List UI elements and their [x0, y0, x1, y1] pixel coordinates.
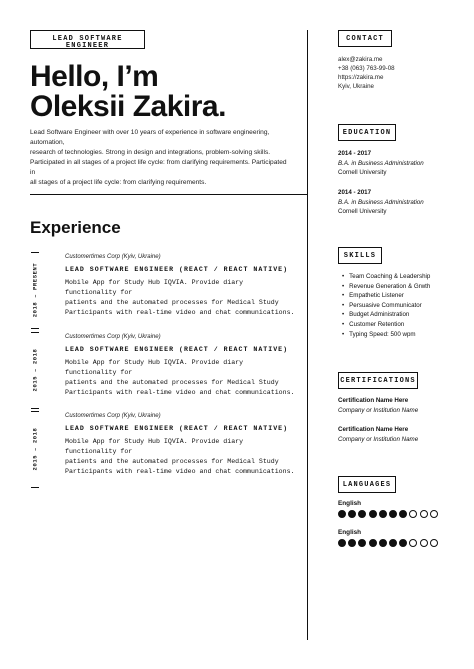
- education-degree: B.A. in Business Administration: [338, 159, 424, 167]
- level-dot-empty: [420, 510, 428, 518]
- education-years: 2014 - 2017: [338, 150, 372, 157]
- job-description-line: Mobile App for Study Hub IQVIA. Provide diary functionality for: [65, 438, 244, 455]
- job-company: Customertimes Corp (Kyiv, Ukraine): [65, 334, 161, 340]
- skills-list: [338, 272, 430, 339]
- contact-website[interactable]: https://zakira.me: [338, 74, 384, 81]
- certifications-heading: CERTIFICATIONS: [338, 372, 418, 389]
- timeline-tick: [31, 328, 39, 329]
- level-dot-filled: [389, 510, 397, 518]
- summary-line: research of technologies. Strong in design and integrations, problem-solving skills.: [30, 149, 271, 156]
- timeline-tick: [31, 252, 39, 253]
- contact-list: [338, 55, 395, 91]
- job-company: Customertimes Corp (Kyiv, Ukraine): [65, 413, 161, 419]
- job-description-line: patients and the automated processes for Medical Study: [65, 458, 279, 465]
- job-dates-label: 2018 – PRESENT: [31, 262, 39, 318]
- job-description-line: patients and the automated processes for Medical Study: [65, 379, 279, 386]
- level-dot-filled: [399, 539, 407, 547]
- language-level-dots: [338, 510, 438, 518]
- role-badge: LEAD SOFTWARE ENGINEER: [30, 30, 145, 49]
- language-entry: [338, 500, 438, 518]
- skill-item: • Typing Speed: 500 wpm: [338, 330, 430, 340]
- education-school: Cornell University: [338, 208, 387, 215]
- summary-line: Participated in all stages of a project life cycle: from clarifying requirements. Participated in: [30, 159, 287, 176]
- timeline-tick: [31, 411, 39, 412]
- job-dates: [30, 334, 40, 406]
- level-dot-filled: [399, 510, 407, 518]
- job-company: Customertimes Corp (Kyiv, Ukraine): [65, 254, 161, 260]
- timeline-tick: [31, 408, 39, 409]
- level-dot-filled: [369, 539, 377, 547]
- experience-entry: [30, 254, 295, 326]
- level-dot-empty: [430, 539, 438, 547]
- timeline-tick: [31, 487, 39, 488]
- contact-location: Kyiv, Ukraine: [338, 83, 374, 90]
- level-dot-empty: [409, 539, 417, 547]
- job-title: LEAD SOFTWARE ENGINEER (REACT / REACT NATIVE): [65, 266, 289, 273]
- contact-email[interactable]: alex@zakira.me: [338, 56, 383, 63]
- level-dot-filled: [369, 510, 377, 518]
- level-dot-filled: [338, 539, 346, 547]
- job-description-line: Participants with real-time video and chat communications.: [65, 468, 295, 475]
- language-level-dots: [338, 539, 438, 547]
- level-dot-empty: [409, 510, 417, 518]
- certification-entry: [338, 425, 418, 444]
- job-description: [65, 278, 295, 318]
- job-description: [65, 437, 295, 477]
- job-title: LEAD SOFTWARE ENGINEER (REACT / REACT NATIVE): [65, 346, 289, 353]
- skill-item: • Budget Administration: [338, 310, 430, 320]
- level-dot-filled: [338, 510, 346, 518]
- education-entry: [338, 149, 424, 178]
- education-entry: [338, 188, 424, 217]
- job-description-line: patients and the automated processes for Medical Study: [65, 299, 279, 306]
- name-heading: Oleksii Zakira.: [30, 90, 226, 123]
- job-dates: [30, 254, 40, 326]
- level-dot-empty: [430, 510, 438, 518]
- job-description-line: Mobile App for Study Hub IQVIA. Provide diary functionality for: [65, 279, 244, 296]
- level-dot-filled: [358, 510, 366, 518]
- summary-line: all stages of a project life cycle: from clarifying requirements.: [30, 179, 207, 186]
- skill-item: • Revenue Generation & Grwth: [338, 282, 430, 292]
- certification-org: Company or Institution Name: [338, 435, 419, 443]
- level-dot-filled: [358, 539, 366, 547]
- certification-name: Certification Name Here: [338, 426, 409, 433]
- language-name: English: [338, 500, 362, 507]
- language-entry: [338, 529, 438, 547]
- contact-phone[interactable]: +38 (063) 763-99-08: [338, 65, 395, 72]
- job-description-line: Mobile App for Study Hub IQVIA. Provide diary functionality for: [65, 359, 244, 376]
- certification-org: Company or Institution Name: [338, 406, 419, 414]
- level-dot-filled: [348, 510, 356, 518]
- level-dot-empty: [420, 539, 428, 547]
- job-description: [65, 358, 295, 398]
- skills-heading: SKILLS: [338, 247, 382, 264]
- certification-entry: [338, 396, 418, 415]
- education-years: 2014 - 2017: [338, 189, 372, 196]
- job-description-line: Participants with real-time video and chat communications.: [65, 309, 295, 316]
- job-dates-label: 2015 – 2018: [31, 427, 39, 471]
- skill-item: • Empathetic Listener: [338, 291, 430, 301]
- level-dot-filled: [379, 539, 387, 547]
- experience-entry: [30, 334, 295, 406]
- skill-item: • Persuasive Communicator: [338, 301, 430, 311]
- job-dates: [30, 413, 40, 485]
- education-degree: B.A. in Business Administration: [338, 198, 424, 206]
- level-dot-filled: [379, 510, 387, 518]
- skill-item: • Customer Retention: [338, 320, 430, 330]
- languages-heading: LANGUAGES: [338, 476, 396, 493]
- timeline-tick: [31, 332, 39, 333]
- greeting-line: Hello, I’m: [30, 60, 159, 93]
- level-dot-filled: [348, 539, 356, 547]
- summary: [30, 128, 290, 188]
- contact-heading: CONTACT: [338, 30, 392, 47]
- job-dates-label: 2015 – 2018: [31, 348, 39, 392]
- education-school: Cornell University: [338, 169, 387, 176]
- summary-line: Lead Software Engineer with over 10 years of experience in software engineering, automation,: [30, 129, 270, 146]
- job-description-line: Participants with real-time video and chat communications.: [65, 389, 295, 396]
- section-divider: [30, 194, 308, 195]
- job-title: LEAD SOFTWARE ENGINEER (REACT / REACT NATIVE): [65, 425, 289, 432]
- experience-heading: Experience: [30, 218, 121, 237]
- column-divider: [307, 30, 308, 640]
- skill-item: • Team Coaching & Leadership: [338, 272, 430, 282]
- certification-name: Certification Name Here: [338, 397, 409, 404]
- experience-entry: [30, 413, 295, 485]
- language-name: English: [338, 529, 362, 536]
- education-heading: EDUCATION: [338, 124, 396, 141]
- level-dot-filled: [389, 539, 397, 547]
